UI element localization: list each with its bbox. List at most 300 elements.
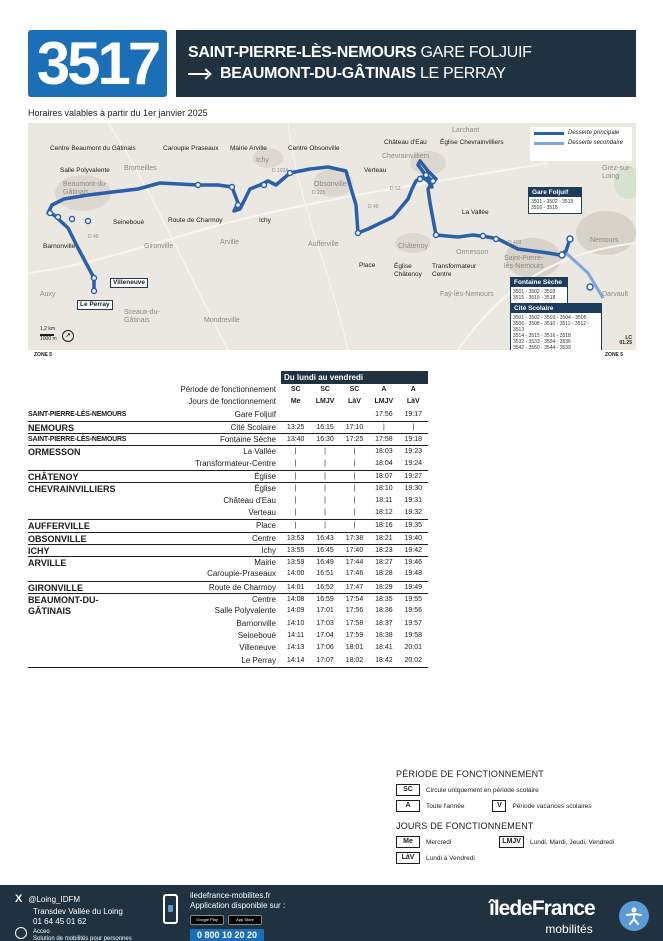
time-cell: | (324, 448, 326, 456)
app-availability: Application disponible sur : (190, 901, 286, 910)
table-row (28, 605, 428, 617)
time-cell: 17:25 (345, 436, 364, 444)
panel-cite-scolaire (510, 303, 602, 350)
table-row (28, 433, 428, 445)
idfm-logo (489, 899, 595, 939)
time-cell: | (324, 473, 326, 481)
panel-cite-lines: 3542 - 3550 - 3544 - 3539 (513, 345, 571, 350)
panel-fontaine-lines: 3501 - 3502 - 3503 (513, 289, 556, 295)
panel-cite-lines: 3501 - 3502 - 3503 - 3504 - 3505 (513, 315, 587, 321)
website-link[interactable]: iledefrance-mobilites.fr (190, 891, 271, 900)
idfm-person-icon (619, 901, 649, 931)
route-map (28, 123, 636, 350)
map-town-label: Gironville (144, 243, 174, 250)
time-cell: 18:38 (375, 631, 393, 639)
table-row (28, 568, 428, 580)
period-code: A (410, 386, 416, 393)
time-cell: | (353, 485, 356, 493)
time-cell: 17:59 (345, 631, 364, 639)
map-town-label: Sceaux-du-Gâtinais (124, 309, 160, 324)
time-cell: 18:12 (375, 508, 393, 516)
line-number-badge: 3517 (28, 30, 167, 97)
time-cell: 19:32 (404, 508, 423, 516)
time-cell: | (294, 485, 297, 493)
time-cell: 16:49 (316, 559, 334, 567)
key-code-sc: SC (396, 784, 420, 796)
origin-stop: GARE FOLJUIF (420, 44, 532, 61)
time-cell: 18:29 (375, 583, 393, 591)
time-cell: | (294, 508, 297, 516)
time-cell: 14:14 (286, 656, 305, 664)
row-stop: Ichy (261, 545, 276, 555)
row-stop: Place (255, 521, 276, 531)
key-code-a: A (396, 800, 420, 812)
time-cell: 14:09 (286, 607, 305, 615)
row-stop: Centre (251, 595, 276, 605)
table-row (28, 470, 428, 482)
table-row (28, 618, 428, 630)
operator-name: Transdev Vallée du Loing (33, 907, 123, 916)
time-cell: 17:56 (345, 607, 364, 615)
time-cell: 19:49 (404, 583, 423, 591)
days-code: LMJV (374, 398, 394, 406)
days-code: LàV (348, 398, 361, 406)
key-row-a-v (396, 799, 656, 813)
time-cell: 18:28 (375, 570, 393, 578)
panel-cite-lines: 3506 - 3508 - 3510 - 3511 - 3512 - 3513 (513, 321, 590, 333)
time-cell: 14:13 (286, 644, 305, 652)
route-origin (188, 42, 636, 63)
table-row (28, 482, 428, 494)
brand-main: îledeFrance (489, 897, 595, 920)
days-key-title: JOURS DE FONCTIONNEMENT (396, 821, 534, 831)
row-stop: Mairie (254, 558, 276, 568)
website-info (190, 891, 285, 911)
map-scale (40, 326, 57, 342)
north-arrow-icon: ↗ (62, 330, 74, 342)
row-city: SAINT-PIERRE-LÈS-NEMOURS (28, 410, 127, 418)
road-label: D 225 (312, 190, 326, 196)
timetable-bottom-rule (28, 667, 428, 668)
table-row (28, 593, 428, 605)
arrow-right-icon (188, 69, 210, 79)
row-city (28, 630, 116, 642)
time-cell: 17:58 (345, 619, 364, 627)
row-stop: Cité Scolaire (230, 422, 276, 432)
time-cell: 19:42 (404, 546, 423, 554)
road-label: D 40 (88, 234, 99, 240)
footer (0, 885, 663, 941)
time-cell: 19:48 (404, 570, 423, 578)
time-cell: 17:38 (345, 534, 364, 542)
map-copyright: LC 01.25 (619, 335, 632, 346)
table-row (28, 544, 428, 556)
road-label: D 103A (272, 168, 289, 174)
timetable-key (396, 769, 656, 867)
row-stop: Salle Polyvalente (214, 606, 276, 616)
time-cell: 16:43 (316, 534, 334, 542)
map-town-label: Arville (220, 239, 240, 246)
time-cell: | (353, 448, 356, 456)
time-cell: 17:44 (345, 559, 364, 567)
table-row (28, 655, 428, 667)
time-cell: | (324, 508, 326, 516)
time-cell: | (353, 496, 356, 504)
row-stop: La Vallée (243, 447, 276, 457)
time-cell: 14:10 (286, 619, 305, 627)
destination-town: BEAUMONT-DU-GÂTINAIS (220, 65, 416, 82)
table-row (28, 458, 428, 470)
row-city: OBSONVILLE (28, 533, 87, 544)
row-stop: Fontaine Sèche (219, 435, 276, 445)
time-cell: 17:47 (345, 583, 364, 591)
row-city (28, 642, 116, 654)
road-label: D 52 (390, 186, 401, 192)
time-cell: | (353, 522, 356, 530)
period-label: Période de fonctionnement (180, 385, 276, 394)
time-cell: 14:01 (286, 583, 305, 591)
time-cell: 19:31 (404, 496, 423, 504)
key-code-me: Me (396, 836, 420, 848)
map-town-label: Ichy (256, 157, 269, 164)
map-stop-label: Barnonville (43, 243, 76, 250)
time-cell: 17:54 (345, 596, 364, 604)
time-cell: 17:46 (345, 570, 364, 578)
panel-gare-foljuif (528, 187, 582, 214)
map-legend (530, 127, 632, 161)
row-stop: Le Perray (241, 655, 276, 665)
time-cell: 20:02 (404, 656, 423, 664)
map-stop-label: Centre Obsonville (288, 145, 340, 152)
time-cell: 13:40 (286, 436, 305, 444)
map-town-label: Auxy (40, 291, 56, 298)
key-row-lav (396, 851, 656, 865)
row-stop: Église (254, 472, 276, 482)
time-cell: | (294, 459, 297, 467)
time-cell: 17:10 (345, 423, 364, 431)
map-stop-label: Transformateur Centre (432, 263, 477, 278)
time-cell: 19:35 (404, 522, 423, 530)
row-stop: Gare Foljuif (234, 409, 276, 419)
route-title (176, 30, 636, 97)
map-town-label: Obsonville (314, 181, 347, 188)
time-cell: 17:03 (316, 619, 334, 627)
map-town-label: Faÿ-lès-Nemours (440, 291, 494, 298)
map-town-label: Châtenoy (398, 243, 428, 250)
time-cell: 19:46 (404, 559, 423, 567)
social-handle[interactable] (15, 893, 80, 905)
time-cell: 18:03 (375, 448, 393, 456)
time-cell: | (294, 496, 297, 504)
days-code: LàV (406, 398, 420, 406)
time-cell: | (353, 473, 356, 481)
row-stop: Barnonville (236, 618, 276, 628)
time-cell: 19:23 (404, 448, 423, 456)
time-cell: 18:42 (375, 656, 393, 664)
time-cell: 18:21 (375, 534, 393, 542)
time-cell: 16:15 (316, 423, 334, 431)
map-stop-label: La Vallée (462, 209, 489, 216)
time-cell: | (294, 448, 297, 456)
smartphone-icon (163, 894, 178, 924)
origin-town: SAINT-PIERRE-LÈS-NEMOURS (188, 44, 417, 61)
time-cell: 16:45 (316, 546, 334, 554)
destination-stop: LE PERRAY (419, 65, 506, 82)
operator-phone[interactable]: 01 64 45 01 62 (33, 917, 87, 926)
row-city: CHÂTENOY (28, 472, 79, 483)
row-stop: Route de Charmoy (208, 582, 276, 592)
x-logo-icon: X (15, 893, 23, 905)
time-cell: 20:01 (404, 644, 423, 652)
key-row-me-lmjv (396, 835, 656, 849)
time-cell: 18:36 (375, 607, 393, 615)
time-cell: 13:59 (286, 559, 305, 567)
table-row (28, 642, 428, 654)
row-city: NEMOURS (28, 422, 75, 433)
map-stop-label: Verteau (364, 167, 387, 174)
key-code-lmjv: LMJV (499, 836, 524, 848)
map-town-label: Larchant (452, 127, 480, 134)
acceo-title: Acceo (33, 929, 50, 935)
days-code: LMJV (315, 398, 335, 406)
map-stop-label: Place (359, 262, 376, 269)
time-cell: 19:17 (404, 410, 423, 418)
key-text-v: Période vacances scolaires (512, 802, 592, 810)
free-phone-number[interactable]: 0 800 10 20 20 (190, 929, 264, 941)
row-city: SAINT-PIERRE-LÈS-NEMOURS (28, 436, 127, 444)
time-cell: 13:55 (286, 546, 305, 554)
time-cell: 18:41 (375, 644, 393, 652)
google-play-badge[interactable]: Google Play (190, 915, 224, 925)
days-label: Jours de fonctionnement (188, 397, 276, 407)
time-cell: 19:30 (404, 485, 423, 493)
time-cell: 18:07 (375, 473, 393, 481)
key-code-lav: LàV (396, 852, 420, 864)
row-stop: Villeneuve (239, 643, 276, 653)
key-text-lav: Lundi à Vendredi (426, 854, 475, 862)
time-cell: 16:52 (316, 583, 334, 591)
time-cell: 19:57 (404, 619, 423, 627)
days-code: Me (290, 398, 301, 406)
store-badges (190, 915, 262, 925)
time-cell: 16:51 (316, 570, 334, 578)
row-city (28, 458, 116, 470)
map-town-label: Chevrainvilliers (382, 153, 430, 160)
time-cell: | (294, 522, 297, 530)
period-row (28, 384, 428, 396)
legend-secondary-label: Desserte secondaire (568, 140, 624, 146)
map-stop-label: Villeneuve (110, 278, 148, 288)
zone-right-label: ZONE 5 (605, 352, 624, 358)
panel-gare-lines: 3516 - 3518 (531, 205, 558, 211)
period-code: A (381, 386, 387, 393)
row-city: GIRONVILLE (28, 582, 84, 593)
time-cell: 18:02 (345, 656, 364, 664)
time-cell: | (324, 522, 326, 530)
time-cell: 18:01 (345, 644, 364, 652)
time-cell: 18:04 (375, 459, 393, 467)
time-cell: 18:37 (375, 619, 393, 627)
row-city (28, 568, 116, 580)
time-cell: 18:11 (375, 496, 393, 504)
time-cell: 16:30 (316, 436, 334, 444)
map-stop-label: Salle Polyvalente (60, 167, 110, 174)
time-cell: 14:00 (286, 570, 305, 578)
time-cell: 19:56 (404, 607, 423, 615)
table-row (28, 581, 428, 593)
row-city: ARVILLE (28, 558, 67, 569)
table-row (28, 630, 428, 642)
map-town-label: Beaumont-du-Gâtinais (63, 181, 108, 196)
map-stop-label: Centre Beaumont du Gâtinais (50, 145, 136, 152)
time-cell: | (353, 459, 356, 467)
time-cell (340, 409, 369, 421)
table-row (28, 495, 428, 507)
row-stop: Seineboué (237, 630, 276, 640)
social-handle-text: @Loing_IDFM (28, 895, 81, 904)
table-row (28, 409, 428, 421)
time-cell: | (412, 423, 415, 431)
time-cell: 18:27 (375, 559, 393, 567)
row-city: AUFFERVILLE (28, 521, 90, 532)
panel-cite-lines: 3514 - 3515 - 3516 - 3518 (513, 333, 571, 339)
map-stop-label: Le Perray (77, 300, 113, 310)
table-row (28, 519, 428, 531)
time-cell: 16:59 (316, 596, 334, 604)
main-route-swatch (534, 132, 564, 135)
map-town-label: Ormesson (456, 249, 489, 256)
time-cell: | (382, 423, 385, 431)
legend-main-label: Desserte principale (568, 130, 620, 136)
table-row (28, 507, 428, 519)
time-cell: 19:40 (404, 534, 423, 542)
key-row-sc (396, 783, 656, 797)
row-stop: Verteau (248, 507, 276, 517)
time-cell: 17:40 (345, 546, 364, 554)
key-text-sc: Circule uniquement en période scolaire (426, 786, 539, 794)
timetable (28, 371, 428, 668)
map-town-label: Mondreville (204, 317, 240, 324)
map-town-label: Grez-sur-Loing (602, 165, 632, 180)
panel-gare-title: Gare Foljuif (529, 188, 581, 197)
time-cell (310, 409, 339, 421)
row-city: CHEVRAINVILLIERS (28, 484, 116, 495)
key-text-a: Toute l'année (426, 802, 465, 810)
time-cell: | (294, 473, 297, 481)
panel-fontaine-lines: 3515 - 3516 - 3518 (513, 295, 556, 301)
period-code: SC (290, 386, 301, 393)
time-cell: 18:10 (375, 485, 393, 493)
route-destination (188, 63, 636, 84)
app-store-badge[interactable]: App Store (228, 915, 262, 925)
time-cell: 19:55 (404, 596, 423, 604)
period-code: SC (320, 386, 330, 393)
time-cell: 19:24 (404, 459, 423, 467)
row-city (28, 507, 116, 519)
time-cell: 17:56 (375, 410, 393, 418)
table-row (28, 421, 428, 433)
time-cell: 14:08 (286, 596, 305, 604)
brand-sub: mobilités (545, 922, 593, 936)
wheelchair-icon (15, 927, 27, 939)
key-code-v: V (492, 800, 506, 812)
time-cell: 17:01 (316, 607, 334, 615)
time-cell: 19:18 (404, 436, 423, 444)
row-city (28, 618, 116, 630)
row-city: GÂTINAIS (28, 606, 72, 617)
table-row (28, 556, 428, 568)
row-city: BEAUMONT-DU- (28, 595, 99, 606)
map-stop-label: Ichy (259, 217, 271, 224)
panel-cite-title: Cité Scolaire (511, 304, 601, 313)
days-row (28, 396, 428, 408)
row-city (28, 655, 116, 667)
panel-fontaine-seche (510, 277, 568, 304)
row-stop: Château d'Eau (223, 495, 276, 505)
row-city (28, 495, 116, 507)
key-text-lmjv: Lundi, Mardi, Jeudi, Vendredi (529, 838, 615, 846)
time-cell: | (324, 459, 326, 467)
map-town-label: Saint-Pierre-lès-Nemours (504, 255, 544, 270)
road-label: D 403 (508, 240, 522, 246)
map-stop-label: Caroupie Praseaux (163, 145, 219, 152)
row-city: ORMESSON (28, 447, 81, 458)
time-cell: 18:23 (375, 546, 393, 554)
map-town-label: Nemours (590, 237, 619, 244)
time-cell: 17:58 (375, 436, 393, 444)
map-stop-label: Mairie Arville (230, 145, 267, 152)
row-stop: Caroupie-Praseaux (207, 569, 276, 579)
validity-note: Horaires valables à partir du 1er janvier 2025 (28, 108, 208, 118)
time-cell (281, 409, 310, 421)
scale-label: 1,2 km (40, 326, 56, 332)
legend-secondary (534, 140, 628, 146)
road-label: D 40 (368, 204, 379, 210)
zone-left-label: ZONE 5 (34, 352, 53, 358)
operator-info (33, 907, 123, 927)
map-stop-label: Château d'Eau (384, 139, 427, 146)
map-town-label: Aufferville (308, 241, 339, 248)
time-cell: 14:11 (287, 631, 305, 639)
scale-sub-label: 1000 m (40, 336, 57, 342)
row-stop: Centre (251, 533, 276, 543)
legend-main (534, 130, 628, 136)
row-stop: Transformateur-Centre (194, 458, 276, 468)
time-cell: 17:07 (316, 656, 334, 664)
panel-cite-lines: 3532 - 3533 - 3534 - 3536 (513, 339, 571, 345)
map-stop-label: Route de Charmoy (168, 217, 223, 224)
time-cell: 19:27 (404, 473, 423, 481)
map-stop-label: Église Chevrainvilliers (440, 139, 504, 146)
timetable-headline: Du lundi au vendredi (281, 371, 428, 384)
secondary-route-swatch (534, 142, 564, 145)
map-town-label: Bromeilles (124, 165, 157, 172)
acceo-info[interactable] (33, 929, 132, 941)
period-code: SC (349, 386, 360, 393)
time-cell: 18:16 (375, 522, 393, 530)
timetable-body (28, 409, 428, 667)
period-key-title: PÉRIODE DE FONCTIONNEMENT (396, 769, 545, 779)
time-cell: 13:53 (286, 534, 305, 542)
time-cell: 19:58 (404, 631, 423, 639)
time-cell: | (353, 508, 356, 516)
map-town-label: Darvault (602, 291, 629, 298)
panel-gare-lines: 3501 - 3502 - 3515 (531, 199, 574, 205)
time-cell: 18:35 (375, 596, 393, 604)
time-cell: 13:25 (286, 423, 305, 431)
map-stop-label: Seineboué (113, 219, 145, 226)
table-row (28, 445, 428, 457)
